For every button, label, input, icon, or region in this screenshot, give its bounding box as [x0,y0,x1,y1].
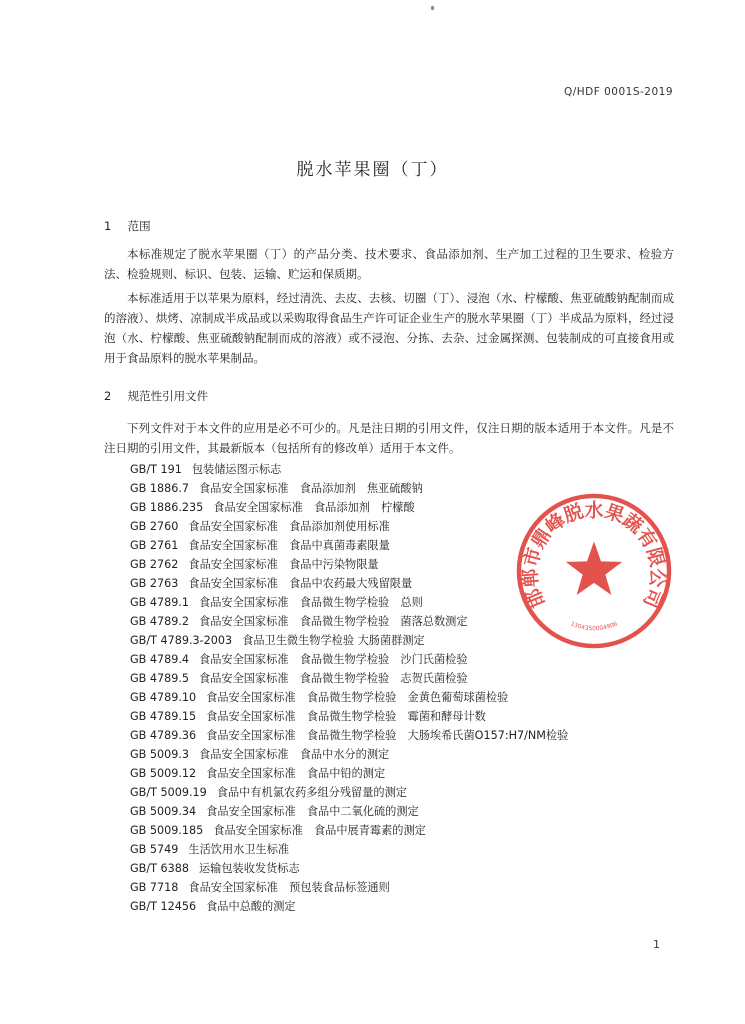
reference-code: GB/T 6388 [130,862,189,875]
reference-item [130,650,568,669]
reference-code: GB 4789.15 [130,710,197,723]
reference-item [130,783,568,802]
reference-title: 食品安全国家标准 食品添加剂使用标准 [188,520,390,533]
reference-title: 食品卫生微生物学检验 大肠菌群测定 [242,634,425,647]
reference-title: 食品安全国家标准 食品微生物学检验 志贺氏菌检验 [199,672,468,685]
section-1-number: 1 [104,219,112,233]
document-code: Q/HDF 0001S-2019 [563,86,673,98]
reference-title: 食品安全国家标准 食品微生物学检验 金黄色葡萄球菌检验 [206,691,509,704]
reference-title: 食品安全国家标准 食品中农药最大残留限量 [188,577,413,590]
seal-ink [518,496,669,646]
reference-item [130,479,568,498]
reference-code: GB 2763 [130,577,179,590]
reference-title: 食品中有机氯农药多组分残留量的测定 [216,786,407,799]
reference-code: GB/T 12456 [130,900,197,913]
reference-item [130,688,568,707]
reference-list [130,460,568,916]
reference-title: 食品安全国家标准 食品中铅的测定 [206,767,386,780]
reference-title: 食品安全国家标准 食品微生物学检验 大肠埃希氏菌O157:H7/NM检验 [206,729,569,742]
section-1-paragraph-2: 本标准适用于以苹果为原料，经过清洗、去皮、去核、切圈（丁）、浸泡（水、柠檬酸、焦亚硫酸钠配制而成的溶液）、烘烤、凉制成半成品或以采购取得食品生产许可证企业生产的脱水苹果圈（丁）半成品为原料，经过浸泡（水、柠檬酸、焦亚硫酸钠配制而成的溶液）或不浸泡、分拣、去杂、过金属探测、包装制成的可直接食用或用于食品原料的脱水苹果制品。 [104,291,674,365]
reference-title: 食品安全国家标准 食品中真菌毒素限量 [188,539,390,552]
reference-item [130,802,568,821]
reference-title: 食品安全国家标准 食品中二氧化硫的测定 [206,805,419,818]
reference-item [130,726,568,745]
reference-title: 食品安全国家标准 食品微生物学检验 霉菌和酵母计数 [206,710,486,723]
reference-item [130,593,568,612]
section-1-heading [104,218,151,234]
reference-code: GB 5009.34 [130,805,197,818]
reference-code: GB 2762 [130,558,179,571]
reference-code: GB 5009.3 [130,748,190,761]
reference-item [130,612,568,631]
section-2-heading [104,388,208,404]
reference-item [130,631,568,650]
reference-title: 食品安全国家标准 食品添加剂 焦亚硫酸钠 [199,482,423,495]
reference-title: 食品安全国家标准 食品添加剂 柠檬酸 [213,501,415,514]
reference-title: 食品安全国家标准 食品中水分的测定 [199,748,390,761]
page-number: 1 [653,938,660,951]
reference-code: GB 1886.7 [130,482,190,495]
section-1-title: 范围 [127,219,151,233]
seal-star-icon [566,541,622,595]
reference-title: 食品安全国家标准 食品微生物学检验 沙门氏菌检验 [199,653,468,666]
reference-code: GB 4789.10 [130,691,197,704]
reference-item [130,859,568,878]
reference-item [130,745,568,764]
reference-item [130,897,568,916]
reference-item [130,840,568,859]
reference-title: 食品中总酸的测定 [206,900,296,913]
section-2-intro: 下列文件对于本文件的应用是必不可少的。凡是注日期的引用文件，仅注日期的版本适用于本文件。凡是不注日期的引用文件，其最新版本（包括所有的修改单）适用于本文件。 [104,421,674,455]
reference-item [130,517,568,536]
reference-code: GB 2761 [130,539,179,552]
reference-code: GB 2760 [130,520,179,533]
reference-code: GB 4789.5 [130,672,190,685]
reference-item [130,574,568,593]
reference-title: 食品安全国家标准 食品中展青霉素的测定 [213,824,426,837]
reference-code: GB 4789.2 [130,615,190,628]
reference-title: 生活饮用水卫生标准 [188,843,290,856]
reference-item [130,821,568,840]
reference-item [130,555,568,574]
reference-code: GB 4789.1 [130,596,190,609]
seal-registration-number: 1304350004906 [569,621,619,633]
reference-code: GB 5009.12 [130,767,197,780]
reference-code: GB 7718 [130,881,179,894]
reference-title: 食品安全国家标准 食品微生物学检验 总则 [199,596,423,609]
reference-title: 包装储运图示标志 [191,463,282,476]
reference-item [130,878,568,897]
reference-item [130,764,568,783]
reference-title: 食品安全国家标准 食品微生物学检验 菌落总数测定 [199,615,468,628]
reference-item [130,498,568,517]
section-1-paragraph-1: 本标准规定了脱水苹果圈（丁）的产品分类、技术要求、食品添加剂、生产加工过程的卫生要求、检验方法、检验规则、标识、包装、运输、贮运和保质期。 [104,247,674,281]
reference-code: GB 5009.185 [130,824,204,837]
reference-code: GB 5749 [130,843,179,856]
document-title: 脱水苹果圈（丁） [296,160,449,180]
scan-speck [431,6,434,10]
reference-title: 食品安全国家标准 预包装食品标签通则 [188,881,390,894]
reference-code: GB/T 4789.3-2003 [130,634,233,647]
reference-code: GB 1886.235 [130,501,204,514]
reference-code: GB/T 191 [130,463,182,476]
reference-item [130,707,568,726]
reference-item [130,669,568,688]
section-2-number: 2 [104,389,112,403]
seal-company-name: 邯郸市鼎峰脱水果蔬有限公司 [520,500,668,611]
reference-title: 运输包装收发货标志 [198,862,300,875]
reference-item [130,536,568,555]
company-seal [515,492,673,650]
reference-item [130,460,568,479]
reference-code: GB 4789.36 [130,729,197,742]
reference-code: GB/T 5009.19 [130,786,207,799]
section-2-title: 规范性引用文件 [127,389,209,403]
reference-code: GB 4789.4 [130,653,190,666]
reference-title: 食品安全国家标准 食品中污染物限量 [188,558,379,571]
